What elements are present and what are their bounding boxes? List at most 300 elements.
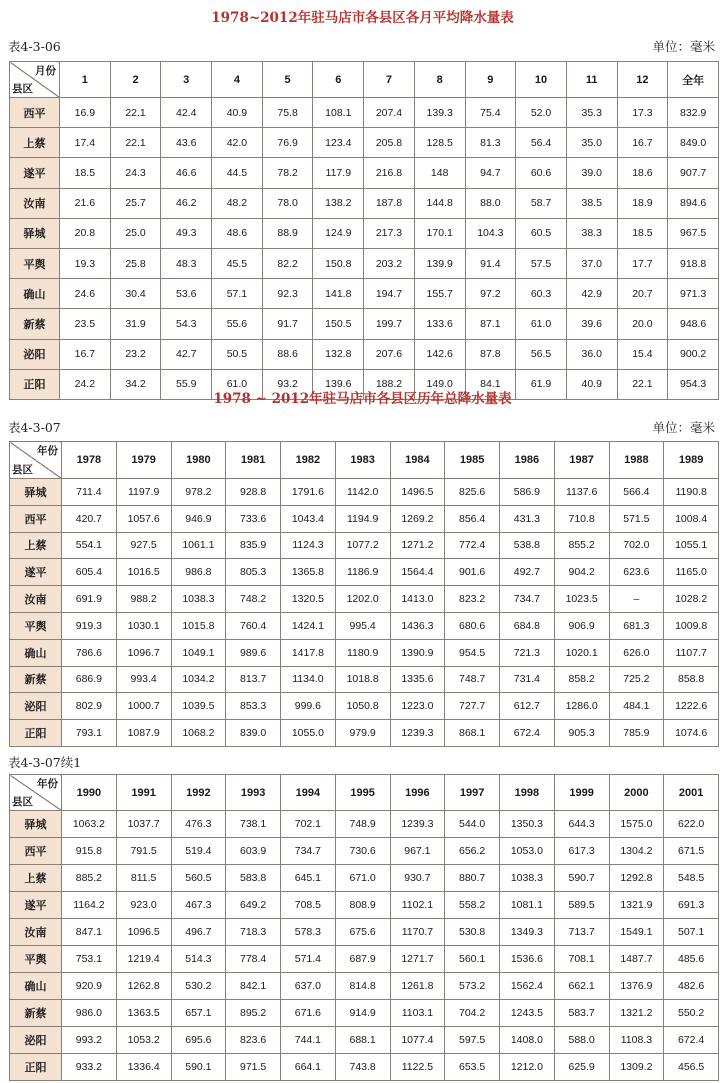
column-header: 1990 (62, 775, 117, 811)
table-row (10, 559, 719, 586)
table-cell: 760.4 (226, 612, 281, 639)
table-cell: 187.8 (364, 188, 415, 218)
table-cell: 16.7 (617, 128, 668, 158)
table-cell: 855.2 (554, 532, 609, 559)
table-cell: 42.7 (161, 339, 212, 369)
table-cell: 920.9 (62, 973, 117, 1000)
table-cell: 139.6 (313, 369, 364, 399)
table-cell: 30.4 (110, 279, 161, 309)
table-cell: 645.1 (281, 865, 336, 892)
table-cell: 141.8 (313, 279, 364, 309)
annual-table-title: 1978 ~ 2012年驻马店市各县区历年总降水量表 (213, 391, 512, 407)
column-header: 1995 (335, 775, 390, 811)
table-cell: 1197.9 (116, 479, 171, 506)
table-cell: 566.4 (609, 479, 664, 506)
table-row (10, 1027, 719, 1054)
table-cell: 1564.4 (390, 559, 445, 586)
table-cell: 97.2 (465, 279, 516, 309)
table-cell: 1053.2 (116, 1027, 171, 1054)
table-cell: 588.0 (554, 1027, 609, 1054)
table-cell: 22.1 (617, 369, 668, 399)
table-row (10, 98, 719, 128)
row-header: 平舆 (10, 612, 62, 639)
table-cell: 155.7 (414, 279, 465, 309)
table-cell: 550.2 (664, 1000, 719, 1027)
header-row (10, 442, 719, 479)
monthly-table-unit: 单位：毫米 (652, 39, 715, 54)
row-header: 上蔡 (10, 532, 62, 559)
table-cell: 1122.5 (390, 1054, 445, 1081)
table-cell: 194.7 (364, 279, 415, 309)
table-cell: 37.0 (566, 248, 617, 278)
corner-header (10, 442, 62, 479)
table-cell: 918.8 (668, 248, 719, 278)
row-header: 西平 (10, 98, 60, 128)
table-cell: 686.9 (62, 666, 117, 693)
table-cell: 496.7 (171, 919, 226, 946)
row-header: 西平 (10, 505, 62, 532)
column-header: 1991 (116, 775, 171, 811)
table-cell: 60.3 (516, 279, 567, 309)
table-cell: 571.4 (281, 946, 336, 973)
table-cell: 467.3 (171, 892, 226, 919)
table-row (10, 865, 719, 892)
table-cell: 15.4 (617, 339, 668, 369)
table-cell: 868.1 (445, 720, 500, 747)
table-cell: 858.8 (664, 666, 719, 693)
table-cell: 748.9 (335, 811, 390, 838)
table-cell: 1363.5 (116, 1000, 171, 1027)
table-cell: 1038.3 (500, 865, 555, 892)
table-cell: 727.7 (445, 693, 500, 720)
table-cell: 1108.3 (609, 1027, 664, 1054)
table-cell: 626.0 (609, 639, 664, 666)
monthly-table-title: 1978~2012年驻马店市各县区各月平均降水量表 (211, 10, 514, 26)
column-header: 8 (414, 62, 465, 98)
table-cell: 1219.4 (116, 946, 171, 973)
table-cell: 142.6 (414, 339, 465, 369)
table-cell: 16.9 (60, 98, 111, 128)
table-cell: 88.0 (465, 188, 516, 218)
table-cell: 675.6 (335, 919, 390, 946)
row-header: 上蔡 (10, 865, 62, 892)
table-cell: 622.0 (664, 811, 719, 838)
table-cell: 18.9 (617, 188, 668, 218)
table-row (10, 693, 719, 720)
table-cell: 671.0 (335, 865, 390, 892)
table-cell: 906.9 (554, 612, 609, 639)
table-cell: 76.9 (262, 128, 313, 158)
column-header: 1996 (390, 775, 445, 811)
table-cell: 718.3 (226, 919, 281, 946)
table-cell: 573.2 (445, 973, 500, 1000)
table-cell: 589.5 (554, 892, 609, 919)
table-cell: 558.2 (445, 892, 500, 919)
row-header: 遂平 (10, 892, 62, 919)
table-cell: 681.3 (609, 612, 664, 639)
table-cell: 1103.1 (390, 1000, 445, 1027)
table-cell: 853.3 (226, 693, 281, 720)
column-header: 10 (516, 62, 567, 98)
column-header: 全年 (668, 62, 719, 98)
table-cell: 785.9 (609, 720, 664, 747)
table-cell: 656.2 (445, 838, 500, 865)
table-cell: 42.9 (566, 279, 617, 309)
column-header: 1982 (281, 442, 336, 479)
table-cell: 1164.2 (62, 892, 117, 919)
corner-column-label: 年份 (37, 778, 58, 790)
table-cell: 842.1 (226, 973, 281, 1000)
column-header: 5 (262, 62, 313, 98)
table-cell: 1028.2 (664, 586, 719, 613)
table-cell: 128.5 (414, 128, 465, 158)
table-row (10, 248, 719, 278)
table-cell: 485.6 (664, 946, 719, 973)
column-header: 1 (60, 62, 111, 98)
table-cell: 199.7 (364, 309, 415, 339)
row-header: 确山 (10, 973, 62, 1000)
table-cell: 793.1 (62, 720, 117, 747)
table-row (10, 811, 719, 838)
table-cell: 1212.0 (500, 1054, 555, 1081)
table-cell: 38.5 (566, 188, 617, 218)
table-cell: 54.3 (161, 309, 212, 339)
table-cell: 1053.0 (500, 838, 555, 865)
table-cell: 713.7 (554, 919, 609, 946)
table-row (10, 973, 719, 1000)
table-cell: 514.3 (171, 946, 226, 973)
table-cell: 45.5 (212, 248, 263, 278)
table-cell: 649.2 (226, 892, 281, 919)
table-cell: 22.1 (110, 98, 161, 128)
table-cell: 40.9 (566, 369, 617, 399)
table-cell: 507.1 (664, 919, 719, 946)
table-cell: 21.6 (60, 188, 111, 218)
table-cell: 1009.8 (664, 612, 719, 639)
table-cell: 744.1 (281, 1027, 336, 1054)
table-cell: 733.6 (226, 505, 281, 532)
corner-header (10, 62, 60, 98)
table-cell: 38.3 (566, 218, 617, 248)
table-row (10, 892, 719, 919)
table-row (10, 586, 719, 613)
table-cell: 139.3 (414, 98, 465, 128)
table-cell: 748.2 (226, 586, 281, 613)
table-cell: 687.9 (335, 946, 390, 973)
row-header: 新蔡 (10, 1000, 62, 1027)
table-cell: 832.9 (668, 98, 719, 128)
column-header: 1992 (171, 775, 226, 811)
table-cell: 1142.0 (335, 479, 390, 506)
table-cell: 46.6 (161, 158, 212, 188)
column-header: 1981 (226, 442, 281, 479)
table-cell: 1030.1 (116, 612, 171, 639)
table-cell: 730.6 (335, 838, 390, 865)
table-cell: 53.6 (161, 279, 212, 309)
table-cell: 1055.0 (281, 720, 336, 747)
table-cell: 31.9 (110, 309, 161, 339)
column-header: 1988 (609, 442, 664, 479)
table-cell: 704.2 (445, 1000, 500, 1027)
table-cell: 548.5 (664, 865, 719, 892)
table-cell: 1262.8 (116, 973, 171, 1000)
table-cell: 456.5 (664, 1054, 719, 1081)
table-row (10, 838, 719, 865)
table-cell: 672.4 (500, 720, 555, 747)
table-cell: 1309.2 (609, 1054, 664, 1081)
column-header: 12 (617, 62, 668, 98)
table-cell: 1239.3 (390, 811, 445, 838)
table-cell: 78.0 (262, 188, 313, 218)
table-cell: 44.5 (212, 158, 263, 188)
table-cell: 590.7 (554, 865, 609, 892)
column-header: 1980 (171, 442, 226, 479)
table-cell: 738.1 (226, 811, 281, 838)
table-cell: 1436.3 (390, 612, 445, 639)
table-cell: 702.1 (281, 811, 336, 838)
table-cell: 34.2 (110, 369, 161, 399)
table-cell: 772.4 (445, 532, 500, 559)
table-cell: 734.7 (281, 838, 336, 865)
column-header: 1987 (554, 442, 609, 479)
table-cell: 55.9 (161, 369, 212, 399)
table-cell: 49.3 (161, 218, 212, 248)
table-cell: 814.8 (335, 973, 390, 1000)
table-cell: 203.2 (364, 248, 415, 278)
table-cell: 1320.5 (281, 586, 336, 613)
table-row (10, 339, 719, 369)
table-cell: 25.8 (110, 248, 161, 278)
table-cell: 530.8 (445, 919, 500, 946)
table-cell: 188.2 (364, 369, 415, 399)
row-header: 汝南 (10, 188, 60, 218)
table-cell: 94.7 (465, 158, 516, 188)
table-cell: 900.2 (668, 339, 719, 369)
table-cell: 617.3 (554, 838, 609, 865)
table-cell: 1321.9 (609, 892, 664, 919)
table-cell: – (609, 586, 664, 613)
corner-row-label: 县区 (12, 464, 33, 476)
column-header: 1998 (500, 775, 555, 811)
row-header: 泌阳 (10, 339, 60, 369)
table-cell: 989.6 (226, 639, 281, 666)
table-cell: 23.5 (60, 309, 111, 339)
table-row (10, 946, 719, 973)
table-cell: 40.9 (212, 98, 263, 128)
table-cell: 1055.1 (664, 532, 719, 559)
table-cell: 144.8 (414, 188, 465, 218)
row-header: 上蔡 (10, 128, 60, 158)
table-cell: 25.0 (110, 218, 161, 248)
table-cell: 544.0 (445, 811, 500, 838)
table-cell: 583.7 (554, 1000, 609, 1027)
table-cell: 39.6 (566, 309, 617, 339)
table-cell: 20.7 (617, 279, 668, 309)
table-cell: 644.3 (554, 811, 609, 838)
table-row (10, 158, 719, 188)
table-cell: 653.5 (445, 1054, 500, 1081)
column-header: 1999 (554, 775, 609, 811)
table-cell: 1194.9 (335, 505, 390, 532)
table-cell: 476.3 (171, 811, 226, 838)
table-cell: 60.5 (516, 218, 567, 248)
annual-precipitation-table (9, 441, 719, 747)
table-cell: 702.0 (609, 532, 664, 559)
table-row (10, 720, 719, 747)
table-cell: 207.6 (364, 339, 415, 369)
table-cell: 721.3 (500, 639, 555, 666)
annual-table-unit: 单位：毫米 (652, 420, 715, 435)
table-cell: 1137.6 (554, 479, 609, 506)
table-cell: 17.7 (617, 248, 668, 278)
table-cell: 847.1 (62, 919, 117, 946)
table-cell: 554.1 (62, 532, 117, 559)
table-cell: 61.9 (516, 369, 567, 399)
table-row (10, 1000, 719, 1027)
table-cell: 1050.8 (335, 693, 390, 720)
table-cell: 835.9 (226, 532, 281, 559)
table-cell: 132.8 (313, 339, 364, 369)
row-header: 确山 (10, 639, 62, 666)
column-header: 1993 (226, 775, 281, 811)
table-cell: 61.0 (516, 309, 567, 339)
table-cell: 35.3 (566, 98, 617, 128)
table-cell: 708.1 (554, 946, 609, 973)
table-cell: 695.6 (171, 1027, 226, 1054)
row-header: 平舆 (10, 946, 62, 973)
table-cell: 57.1 (212, 279, 263, 309)
table-row (10, 639, 719, 666)
table-cell: 24.6 (60, 279, 111, 309)
table-cell: 657.1 (171, 1000, 226, 1027)
table-cell: 133.6 (414, 309, 465, 339)
table-cell: 23.2 (110, 339, 161, 369)
column-header: 11 (566, 62, 617, 98)
table-cell: 1261.8 (390, 973, 445, 1000)
table-cell: 1271.7 (390, 946, 445, 973)
table-cell: 150.5 (313, 309, 364, 339)
table-cell: 825.6 (445, 479, 500, 506)
table-cell: 1549.1 (609, 919, 664, 946)
table-cell: 17.3 (617, 98, 668, 128)
table-cell: 971.5 (226, 1054, 281, 1081)
table-cell: 967.1 (390, 838, 445, 865)
table-cell: 48.2 (212, 188, 263, 218)
table-cell: 954.5 (445, 639, 500, 666)
table-cell: 56.5 (516, 339, 567, 369)
column-header: 1989 (664, 442, 719, 479)
table-cell: 672.4 (664, 1027, 719, 1054)
annual-table-continued-code: 表4-3-07续1 (8, 755, 82, 770)
table-cell: 986.0 (62, 1000, 117, 1027)
table-cell: 138.2 (313, 188, 364, 218)
table-cell: 1349.3 (500, 919, 555, 946)
table-cell: 1081.1 (500, 892, 555, 919)
table-cell: 57.5 (516, 248, 567, 278)
table-cell: 78.2 (262, 158, 313, 188)
table-cell: 778.4 (226, 946, 281, 973)
table-cell: 1034.2 (171, 666, 226, 693)
table-cell: 81.3 (465, 128, 516, 158)
corner-row-label: 县区 (12, 83, 33, 95)
table-cell: 993.2 (62, 1027, 117, 1054)
table-cell: 1074.6 (664, 720, 719, 747)
table-cell: 36.0 (566, 339, 617, 369)
table-cell: 1049.1 (171, 639, 226, 666)
row-header: 正阳 (10, 1054, 62, 1081)
corner-row-label: 县区 (12, 796, 33, 808)
table-cell: 623.6 (609, 559, 664, 586)
table-cell: 1016.5 (116, 559, 171, 586)
table-cell: 711.4 (62, 479, 117, 506)
row-header: 遂平 (10, 158, 60, 188)
monthly-table-code: 表4-3-06 (8, 39, 61, 54)
table-cell: 1008.4 (664, 505, 719, 532)
table-cell: 1190.8 (664, 479, 719, 506)
table-cell: 725.2 (609, 666, 664, 693)
table-row (10, 218, 719, 248)
table-cell: 1202.0 (335, 586, 390, 613)
table-cell: 75.8 (262, 98, 313, 128)
table-cell: 808.9 (335, 892, 390, 919)
table-cell: 92.3 (262, 279, 313, 309)
table-cell: 988.2 (116, 586, 171, 613)
table-cell: 1271.2 (390, 532, 445, 559)
row-header: 泌阳 (10, 693, 62, 720)
table-cell: 35.0 (566, 128, 617, 158)
table-cell: 48.6 (212, 218, 263, 248)
table-cell: 75.4 (465, 98, 516, 128)
table-cell: 17.4 (60, 128, 111, 158)
table-cell: 1408.0 (500, 1027, 555, 1054)
table-row (10, 532, 719, 559)
table-cell: 1413.0 (390, 586, 445, 613)
table-cell: 108.1 (313, 98, 364, 128)
annual-precipitation-table-continued (9, 774, 719, 1081)
corner-column-label: 年份 (37, 445, 58, 457)
column-header: 1979 (116, 442, 171, 479)
table-cell: 753.1 (62, 946, 117, 973)
table-cell: 43.6 (161, 128, 212, 158)
table-cell: 1057.6 (116, 505, 171, 532)
table-cell: 25.7 (110, 188, 161, 218)
table-row (10, 505, 719, 532)
row-header: 正阳 (10, 720, 62, 747)
table-cell: 978.2 (171, 479, 226, 506)
table-cell: 603.9 (226, 838, 281, 865)
table-cell: 20.0 (617, 309, 668, 339)
table-cell: 1037.7 (116, 811, 171, 838)
table-cell: 731.4 (500, 666, 555, 693)
column-header: 3 (161, 62, 212, 98)
table-cell: 1186.9 (335, 559, 390, 586)
table-cell: 1000.7 (116, 693, 171, 720)
table-cell: 420.7 (62, 505, 117, 532)
table-cell: 907.7 (668, 158, 719, 188)
table-cell: 1376.9 (609, 973, 664, 1000)
table-cell: 1417.8 (281, 639, 336, 666)
table-cell: 1063.2 (62, 811, 117, 838)
table-cell: 1350.3 (500, 811, 555, 838)
table-cell: 919.3 (62, 612, 117, 639)
table-cell: 18.5 (617, 218, 668, 248)
table-cell: 24.2 (60, 369, 111, 399)
column-header: 1994 (281, 775, 336, 811)
table-cell: 1223.0 (390, 693, 445, 720)
table-row (10, 128, 719, 158)
table-cell: 578.3 (281, 919, 336, 946)
table-cell: 691.3 (664, 892, 719, 919)
